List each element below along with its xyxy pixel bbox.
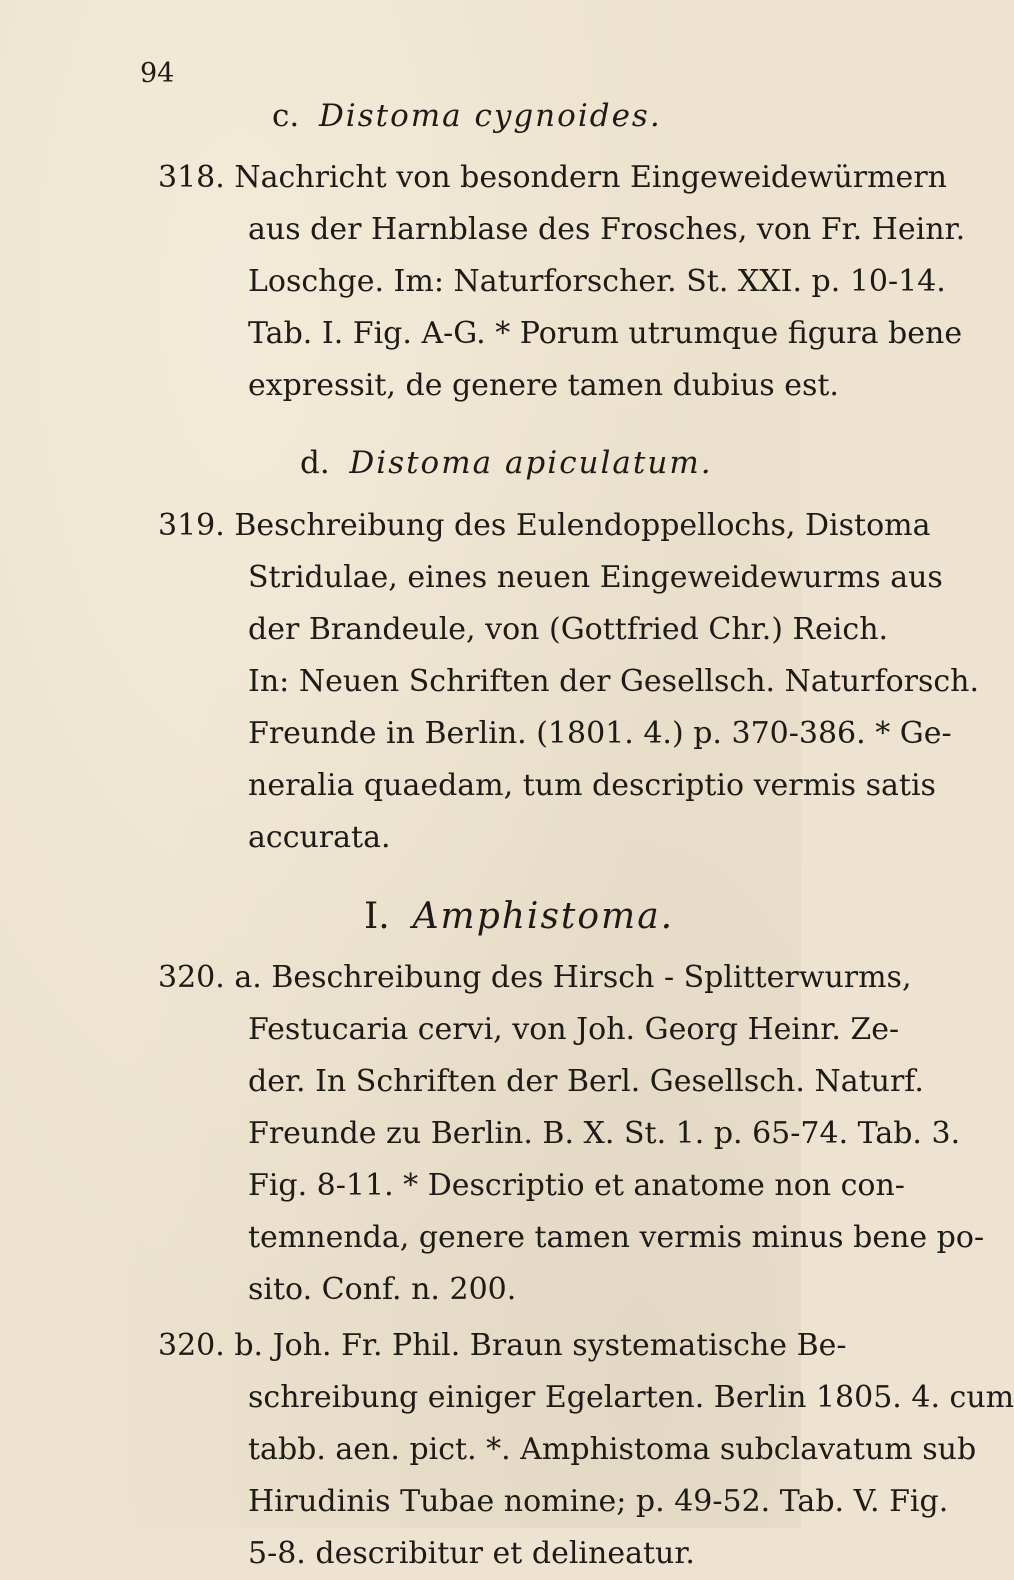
entry-319 bbox=[158, 500, 980, 864]
entry-line-text: Nachricht von besondern Eingeweidewürmern bbox=[234, 160, 947, 195]
section-letter: d. bbox=[300, 445, 330, 481]
entry-line: der Brandeule, von (Gottfried Chr.) Reich. bbox=[248, 612, 889, 647]
entry-line-text: Beschreibung des Eulendoppellochs, Distoma bbox=[234, 508, 931, 543]
entry-line: Festucaria cervi, von Joh. Georg Heinr. Ze- bbox=[248, 1012, 900, 1047]
entry-line: Freunde in Berlin. (1801. 4.) p. 370-386. * Ge- bbox=[248, 716, 952, 751]
entry-first-line bbox=[158, 952, 912, 1004]
entry-line: In: Neuen Schriften der Gesellsch. Naturforsch. bbox=[248, 664, 980, 699]
entry-line: tabb. aen. pict. *. Amphistoma subclavatum sub bbox=[248, 1432, 977, 1467]
entry-line: neralia quaedam, tum descriptio vermis satis bbox=[248, 768, 936, 803]
entry-320a bbox=[158, 952, 985, 1316]
entry-line-text: Joh. Fr. Phil. Braun systematische Be- bbox=[272, 1328, 847, 1363]
entry-line-text: Beschreibung des Hirsch - Splitterwurms, bbox=[271, 960, 912, 995]
entry-line: Hirudinis Tubae nomine; p. 49-52. Tab. V. Fig. bbox=[248, 1484, 949, 1519]
section-heading-d bbox=[300, 445, 713, 481]
section-letter: c. bbox=[272, 98, 300, 134]
entry-line: temnenda, genere tamen vermis minus bene po- bbox=[248, 1220, 985, 1255]
page-number: 94 bbox=[140, 58, 175, 89]
entry-first-line bbox=[158, 1320, 847, 1372]
entry-number: 319. bbox=[158, 508, 225, 543]
section-title: Distoma cygnoides. bbox=[318, 98, 662, 134]
section-heading-i bbox=[364, 896, 674, 937]
entry-line: Fig. 8-11. * Descriptio et anatome non con- bbox=[248, 1168, 905, 1203]
section-title: Distoma apiculatum. bbox=[349, 445, 713, 481]
entry-number: 320. a. bbox=[158, 960, 262, 995]
entry-line: schreibung einiger Egelarten. Berlin 1805. 4. cum bbox=[248, 1380, 1014, 1415]
entry-line: der. In Schriften der Berl. Gesellsch. Naturf. bbox=[248, 1064, 924, 1099]
entry-line: 5-8. describitur et delineatur. bbox=[248, 1536, 695, 1571]
entry-line: Loschge. Im: Naturforscher. St. XXI. p. 10-14. bbox=[248, 264, 946, 299]
entry-line: Freunde zu Berlin. B. X. St. 1. p. 65-74. Tab. 3. bbox=[248, 1116, 961, 1151]
entry-line: sito. Conf. n. 200. bbox=[248, 1272, 517, 1307]
entry-318 bbox=[158, 152, 966, 412]
section-heading-c bbox=[272, 98, 662, 134]
entry-number: 320. b. bbox=[158, 1328, 264, 1363]
entry-line: Stridulae, eines neuen Eingeweidewurms aus bbox=[248, 560, 943, 595]
entry-line: expressit, de genere tamen dubius est. bbox=[248, 368, 839, 403]
entry-320b bbox=[158, 1320, 1014, 1580]
entry-line: Tab. I. Fig. A-G. * Porum utrumque figura bene bbox=[248, 316, 963, 351]
entry-first-line bbox=[158, 500, 931, 552]
entry-number: 318. bbox=[158, 160, 225, 195]
section-letter: I. bbox=[364, 896, 390, 937]
entry-line: accurata. bbox=[248, 820, 391, 855]
section-title: Amphistoma. bbox=[412, 896, 675, 937]
entry-line: aus der Harnblase des Frosches, von Fr. Heinr. bbox=[248, 212, 966, 247]
entry-first-line bbox=[158, 152, 947, 204]
